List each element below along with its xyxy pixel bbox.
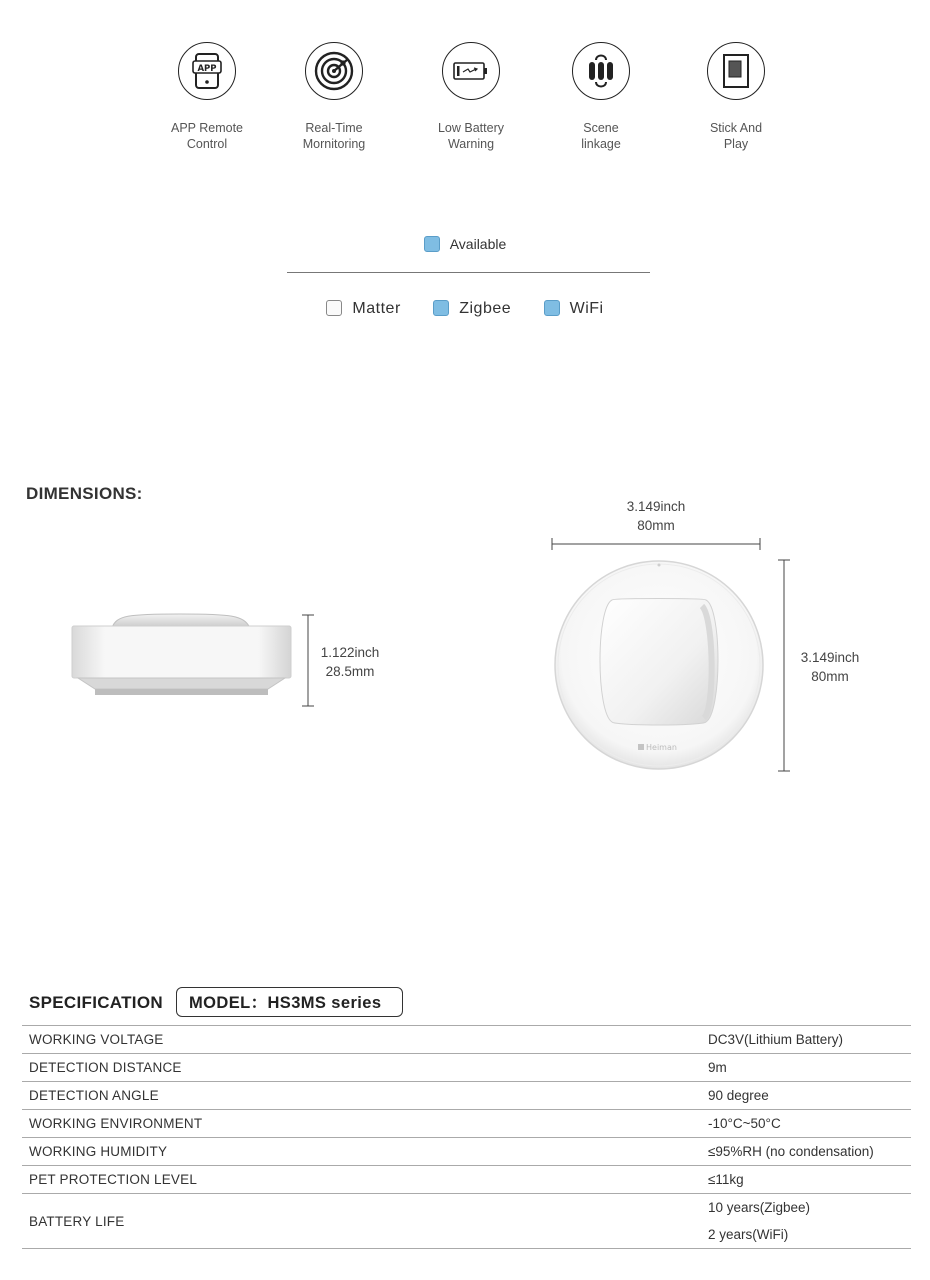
spec-value: 90 degree xyxy=(708,1088,769,1103)
available-swatch xyxy=(424,236,440,252)
app-icon-text: APP xyxy=(197,64,217,74)
spec-key: PET PROTECTION LEVEL xyxy=(29,1172,198,1187)
availability-divider xyxy=(287,272,650,273)
feature-low-battery-warning xyxy=(406,42,536,152)
spec-key: DETECTION ANGLE xyxy=(29,1088,159,1103)
feature-label: Low Battery Warning xyxy=(437,121,504,151)
spec-value: 10 years(Zigbee) xyxy=(708,1200,811,1215)
radar-target-icon xyxy=(305,42,363,100)
table-row xyxy=(22,1194,911,1249)
device-side-view xyxy=(60,605,310,715)
feature-app-remote-control xyxy=(142,42,272,152)
protocol-name: Zigbee xyxy=(459,300,512,317)
width-inch: 3.149inch xyxy=(626,499,686,514)
feature-label: Scene linkage xyxy=(581,121,621,151)
table-row xyxy=(22,1138,911,1166)
scene-linkage-icon xyxy=(572,42,630,100)
availability-legend xyxy=(0,236,930,252)
table-row xyxy=(22,1026,911,1054)
feature-label: Real-Time Mornitoring xyxy=(302,121,366,151)
spec-value: ≤11kg xyxy=(708,1172,744,1187)
device-top-view xyxy=(552,558,766,772)
spec-value-group xyxy=(700,1194,911,1248)
spec-value: DC3V(Lithium Battery) xyxy=(708,1032,844,1047)
protocol-wifi xyxy=(544,300,604,318)
height-mm: 28.5mm xyxy=(325,664,375,679)
feature-real-time-monitoring xyxy=(269,42,399,152)
depth-dimension-label xyxy=(788,648,872,686)
spec-value: -10°C~50°C xyxy=(708,1116,781,1131)
spec-key: WORKING ENVIRONMENT xyxy=(29,1116,203,1131)
table-row xyxy=(22,1110,911,1138)
available-label: Available xyxy=(449,236,507,252)
spec-key: DETECTION DISTANCE xyxy=(29,1060,182,1075)
feature-scene-linkage xyxy=(536,42,666,152)
checkbox-available xyxy=(544,300,560,316)
depth-inch: 3.149inch xyxy=(800,650,860,665)
dimensions-title: DIMENSIONS: xyxy=(26,484,143,503)
feature-label: APP Remote Control xyxy=(170,121,244,151)
spec-value: ≤95%RH (no condensation) xyxy=(708,1144,874,1159)
stick-and-play-icon xyxy=(707,42,765,100)
spec-value: 9m xyxy=(708,1060,727,1075)
table-row xyxy=(22,1054,911,1082)
width-mm: 80mm xyxy=(637,518,675,533)
low-battery-icon xyxy=(442,42,500,100)
specification-title: SPECIFICATION xyxy=(29,993,163,1012)
spec-value: 2 years(WiFi) xyxy=(708,1227,789,1242)
table-row xyxy=(22,1166,911,1194)
spec-key: WORKING VOLTAGE xyxy=(29,1032,164,1047)
table-row xyxy=(22,1082,911,1110)
brand-logo-text: Heiman xyxy=(646,743,677,752)
feature-label: Stick And Play xyxy=(709,121,763,151)
protocol-zigbee xyxy=(433,300,511,318)
width-dimension-label xyxy=(596,497,716,535)
model-badge: MODEL：HS3MS series xyxy=(176,987,403,1017)
width-dimension-line xyxy=(550,536,764,552)
spec-key: BATTERY LIFE xyxy=(29,1213,125,1229)
protocol-name: WiFi xyxy=(569,300,604,317)
spec-key: WORKING HUMIDITY xyxy=(29,1144,168,1159)
protocol-list xyxy=(0,300,930,318)
checkbox-available xyxy=(433,300,449,316)
checkbox-unavailable xyxy=(326,300,342,316)
feature-stick-and-play xyxy=(671,42,801,152)
protocol-matter xyxy=(326,300,400,318)
spec-table xyxy=(22,1025,911,1249)
protocol-name: Matter xyxy=(352,300,401,317)
app-phone-icon xyxy=(178,42,236,100)
height-dimension-label xyxy=(310,643,390,681)
depth-mm: 80mm xyxy=(811,669,849,684)
height-inch: 1.122inch xyxy=(320,645,380,660)
